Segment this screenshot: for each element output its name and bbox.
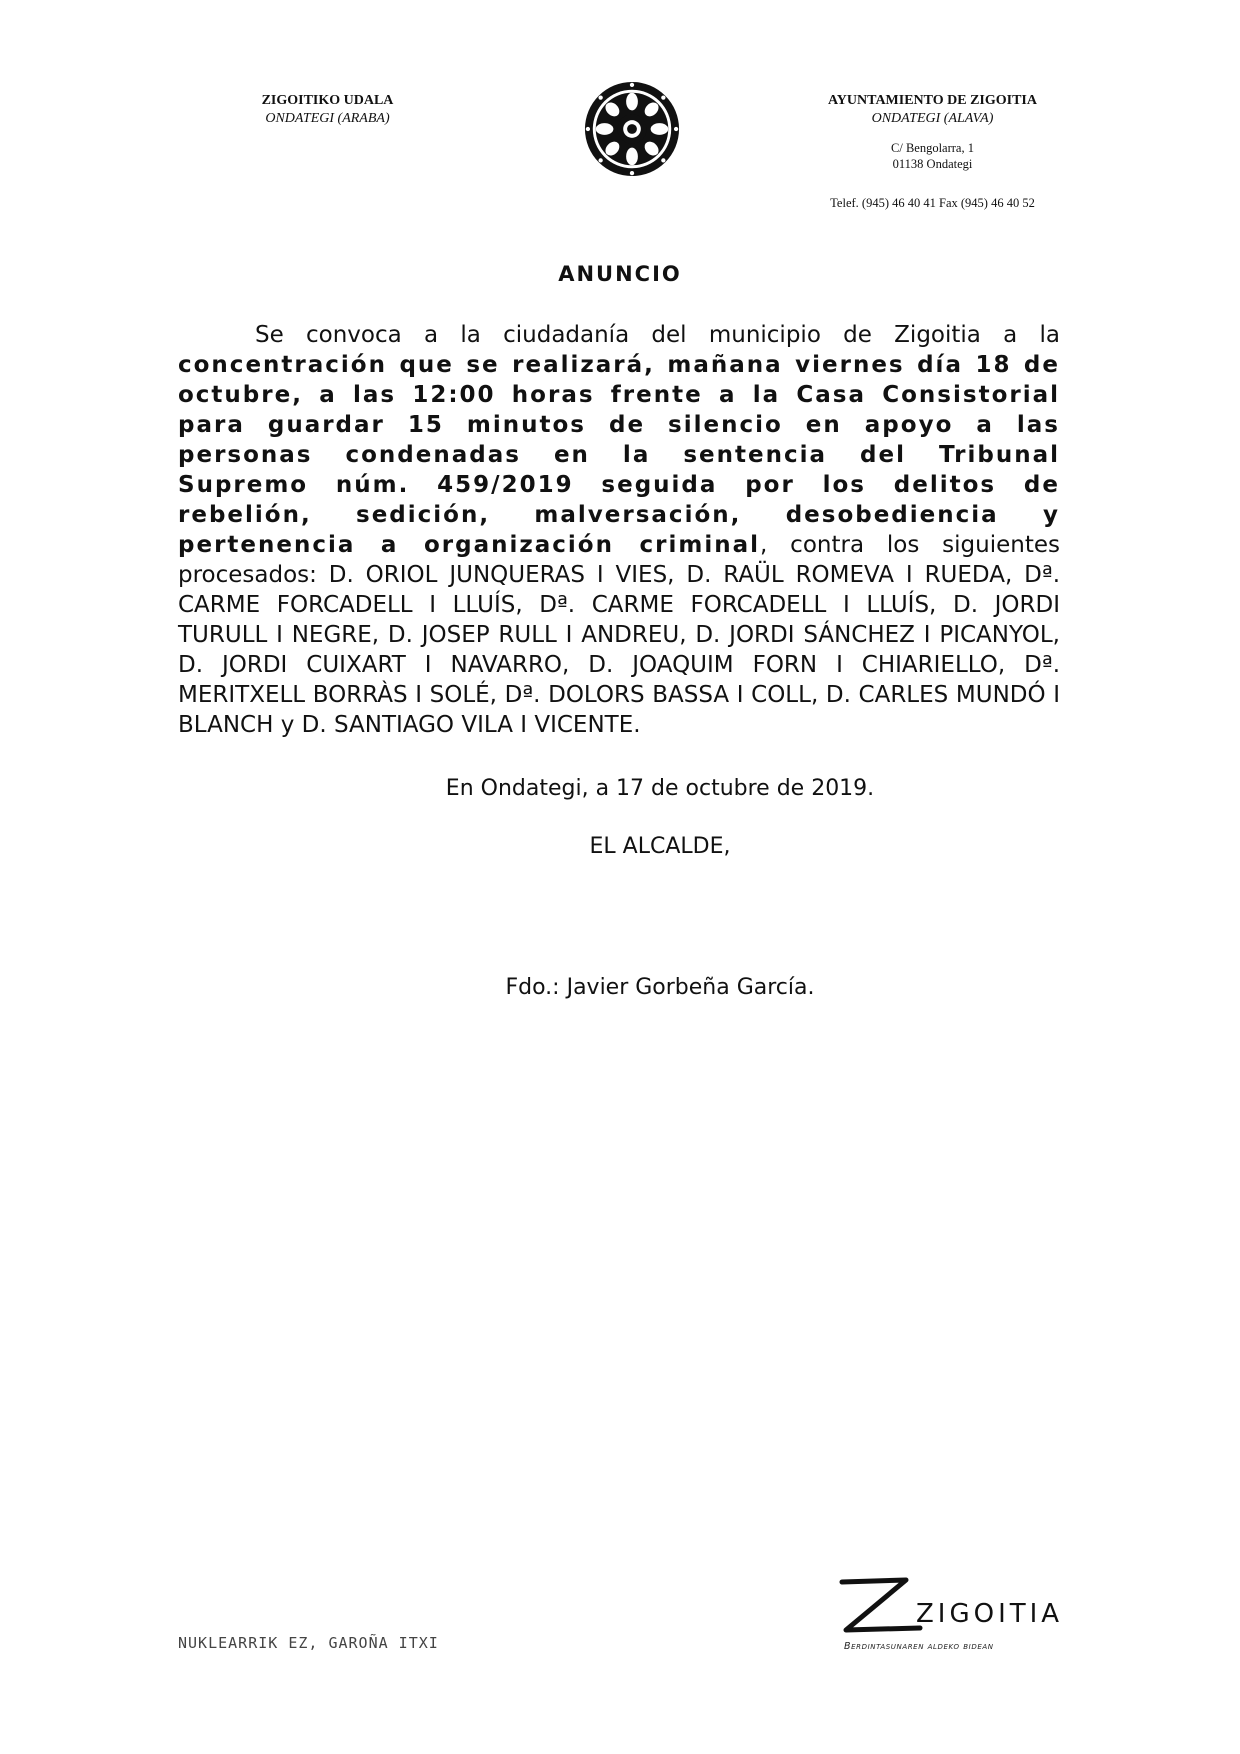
header-left-place: ONDATEGI (ARABA) <box>265 111 390 126</box>
address-street: C/ Bengolarra, 1 <box>891 141 974 155</box>
header-right-place: ONDATEGI (ALAVA) <box>871 111 994 126</box>
place-date: En Ondategi, a 17 de octubre de 2019. <box>445 776 875 801</box>
header-right-block <box>790 92 1075 212</box>
address-postal: 01138 Ondategi <box>892 157 973 171</box>
phone-fax: Telef. (945) 46 40 41 Fax (945) 46 40 52 <box>830 196 1035 210</box>
announcement-body <box>178 320 1060 740</box>
zigoitia-logo-icon <box>828 1572 1068 1642</box>
footer-slogan: NUKLEARRIK EZ, GAROÑA ITXI <box>178 1634 439 1652</box>
address <box>790 140 1075 172</box>
brand-name: ZIGOITIA <box>916 1599 1064 1629</box>
signatory-role: EL ALCALDE, <box>589 834 731 859</box>
body-bold: concentración que se realizará, mañana viernes día 18 de octubre, a las 12:00 horas frente a la Casa Consistorial para guardar 15 minutos de silencio en apoyo a las personas condenadas en la sentencia del Tribunal Supremo núm. 459/2019 seguida por los delitos de rebelión, sedición, malversación, desobediencia y pertenencia a organización criminal <box>178 352 1060 558</box>
page-title: ANUNCIO <box>558 262 682 286</box>
municipal-seal-icon <box>583 80 681 178</box>
brand-tagline: Berdintasunaren aldeko bidean <box>844 1641 994 1652</box>
header-left-block <box>225 92 430 128</box>
body-intro: Se convoca a la ciudadanía del municipio de Zigoitia a la <box>255 322 1060 348</box>
body-rest: , contra los siguientes procesados: D. ORIOL JUNQUERAS I VIES, D. RAÜL ROMEVA I RUEDA, Dª. CARME FORCADELL I LLUÍS, Dª. CARME FORCADELL I LLUÍS, D. JORDI TURULL I NEGRE, D. JOSEP RULL I ANDREU, D. JORDI SÁNCHEZ I PICANYOL, D. JORDI CUIXART I NAVARRO, D. JOAQUIM FORN I CHIARIELLO, Dª. MERITXELL BORRÀS I SOLÉ, Dª. DOLORS BASSA I COLL, D. CARLES MUNDÓ I BLANCH y D. SANTIAGO VILA I VICENTE. <box>178 532 1060 738</box>
signature-line: Fdo.: Javier Gorbeña García. <box>505 975 815 1000</box>
header-right-org: AYUNTAMIENTO DE ZIGOITIA <box>827 93 1037 108</box>
header-left-org: ZIGOITIKO UDALA <box>261 93 394 108</box>
